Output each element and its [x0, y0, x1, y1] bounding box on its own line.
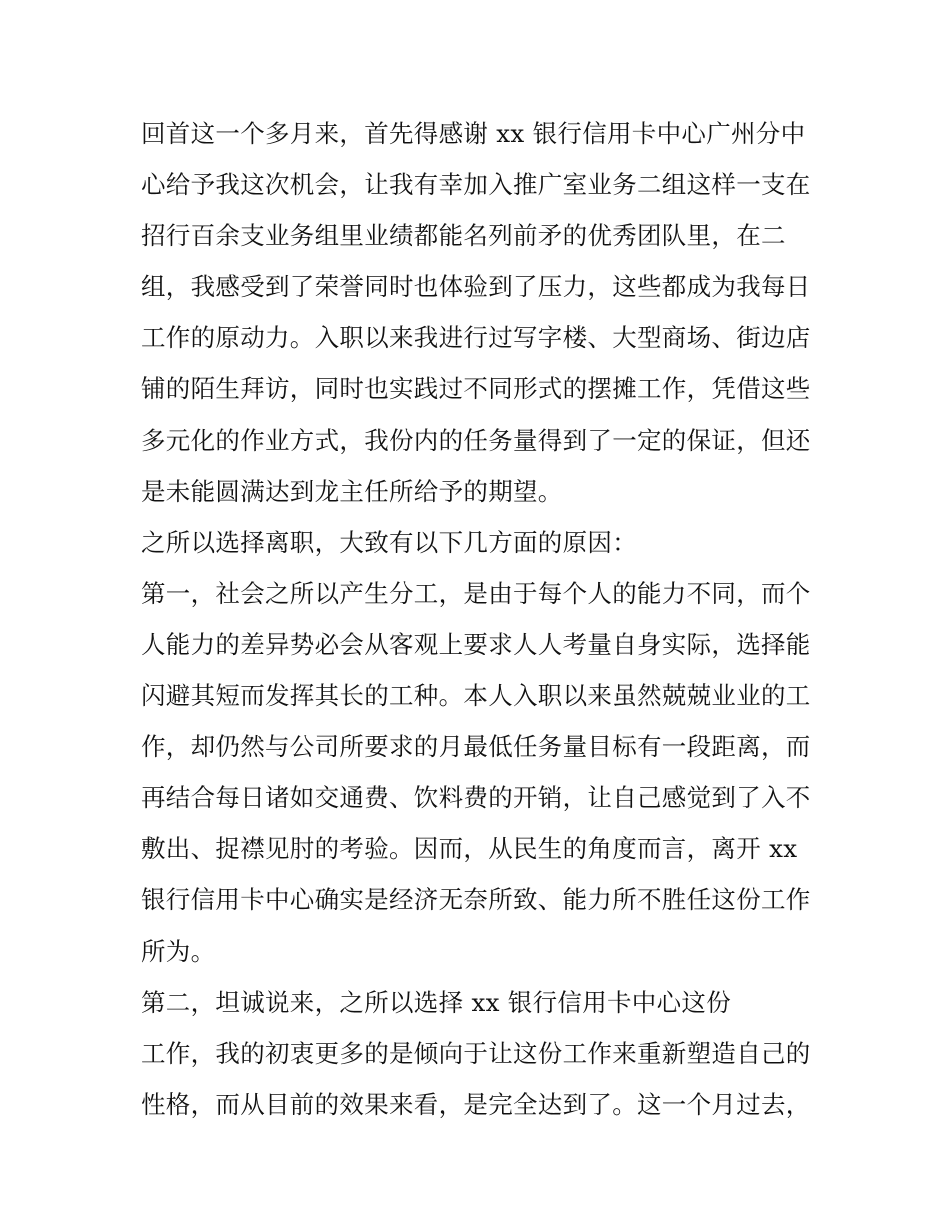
- text-line: 银行信用卡中心确实是经济无奈所致、能力所不胜任这份工作: [141, 885, 811, 915]
- text-line: 第二，坦诚说来，之所以选择 xx 银行信用卡中心这份: [141, 987, 732, 1017]
- text-line: 招行百余支业务组里业绩都能名列前矛的优秀团队里，在二: [141, 221, 786, 251]
- text-line: 心给予我这次机会，让我有幸加入推广室业务二组这样一支在: [141, 170, 811, 200]
- document-body: [141, 108, 821, 1130]
- text-line: 闪避其短而发挥其长的工种。本人入职以来虽然兢兢业业的工: [141, 681, 811, 711]
- text-line: 人能力的差异势必会从客观上要求人人考量自身实际，选择能: [141, 629, 811, 659]
- text-line: 第一，社会之所以产生分工，是由于每个人的能力不同，而个: [141, 578, 811, 608]
- text-line: 之所以选择离职，大致有以下几方面的原因：: [141, 527, 637, 557]
- text-line: 再结合每日诸如交通费、饮料费的开销，让自己感觉到了入不: [141, 783, 811, 813]
- text-line: 铺的陌生拜访，同时也实践过不同形式的摆摊工作，凭借这些: [141, 374, 811, 404]
- text-line: 多元化的作业方式，我份内的任务量得到了一定的保证，但还: [141, 425, 811, 455]
- text-line: 组，我感受到了荣誉同时也体验到了压力，这些都成为我每日: [141, 272, 811, 302]
- text-line: 是未能圆满达到龙主任所给予的期望。: [141, 476, 563, 506]
- text-line: 作，却仍然与公司所要求的月最低任务量目标有一段距离，而: [141, 732, 811, 762]
- text-line: 工作，我的初衷更多的是倾向于让这份工作来重新塑造自己的: [141, 1038, 811, 1068]
- text-line: 敷出、捉襟见肘的考验。因而，从民生的角度而言，离开 xx: [141, 834, 798, 864]
- text-line: 性格，而从目前的效果来看，是完全达到了。这一个月过去，: [141, 1089, 811, 1119]
- text-line: 工作的原动力。入职以来我进行过写字楼、大型商场、街边店: [141, 323, 811, 353]
- text-line: 回首这一个多月来，首先得感谢 xx 银行信用卡中心广州分中: [141, 119, 806, 148]
- text-line: 所为。: [141, 936, 216, 966]
